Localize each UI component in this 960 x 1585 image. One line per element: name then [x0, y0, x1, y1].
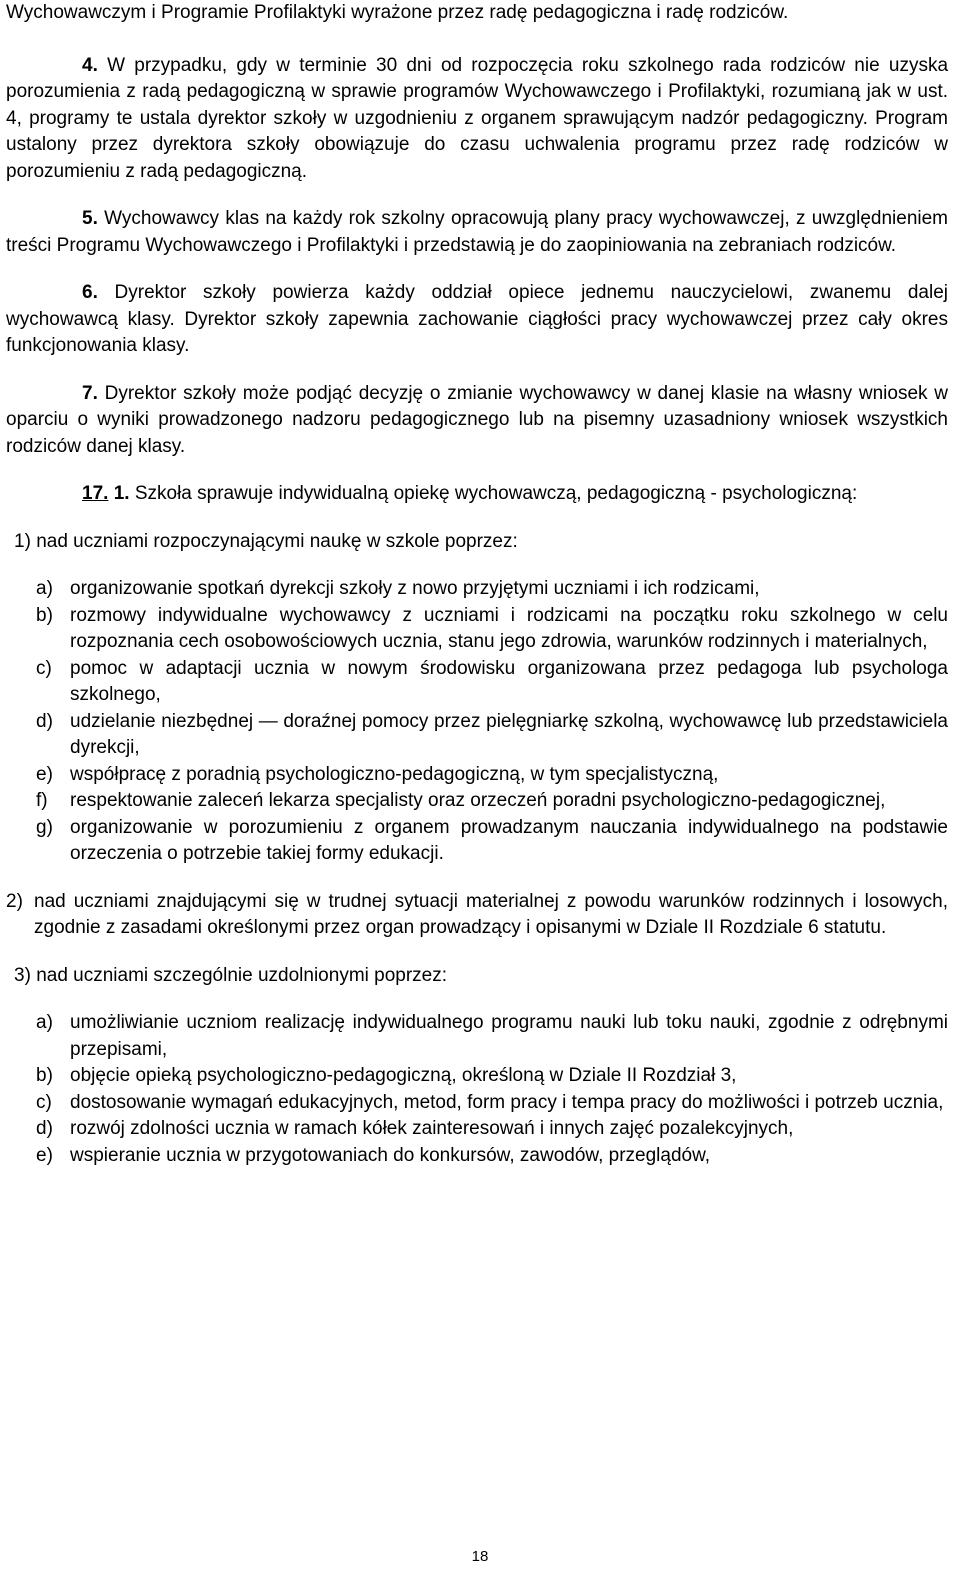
paragraph-4-number: 4. — [82, 54, 98, 76]
paragraph-7-text: Dyrektor szkoły może podjąć decyzję o zmianie wychowawcy w danej klasie na własny wniosek w oparciu o wyniki prowadzonego nadzoru pedagogicznego lub na pisemny uzasadniony wniosek wszystkich rodziców danej klasy. — [6, 382, 948, 457]
section-17 — [6, 481, 948, 508]
list-item-mark: f) — [36, 790, 48, 811]
list-item — [6, 709, 948, 762]
list-item — [6, 1143, 948, 1170]
paragraph-4-text: W przypadku, gdy w terminie 30 dni od rozpoczęcia roku szkolnego rada rodziców nie uzyska porozumienia z radą pedagogiczną w sprawie programów Wychowawczego i Profilaktyki, rozumianą jak w ust. 4, programy te ustala dyrektor szkoły w uzgodnieniu z organem sprawującym nadzór pedagogiczny. Program ustalony przez dyrektora szkoły obowiązuje do czasu uchwalenia programu przez radę rodziców w porozumieniu z radą pedagogiczną. — [6, 54, 949, 182]
list-item — [6, 815, 948, 868]
list-item-mark: d) — [36, 710, 53, 732]
list-item-text: organizowanie spotkań dyrekcji szkoły z nowo przyjętymi uczniami i ich rodzicami, — [70, 578, 760, 599]
section-17-number: 17. — [82, 483, 109, 504]
list-item-text: umożliwianie uczniom realizację indywidualnego programu nauki lub toku nauki, zgodnie z odrębnymi przepisami, — [70, 1012, 948, 1060]
paragraph-5-number: 5. — [82, 208, 98, 229]
paragraph-6-number: 6. — [82, 282, 98, 303]
point-3-text: nad uczniami szczególnie uzdolnionymi poprzez: — [36, 964, 448, 986]
section-17-subnumber: 1. — [113, 483, 130, 504]
paragraph-intro-text: Wychowawczym i Programie Profilaktyki wyrażone przez radę pedagogiczna i radę rodziców. — [6, 2, 789, 23]
list-item-mark: c) — [36, 657, 52, 679]
list-item-text: współpracę z poradnią psychologiczno-pedagogiczną, w tym specjalistyczną, — [70, 763, 719, 785]
list-item-mark: e) — [36, 763, 53, 785]
list-item — [6, 1063, 948, 1090]
section-17-text: Szkoła sprawuje indywidualną opiekę wychowawczą, pedagogiczną - psychologiczną: — [134, 483, 858, 504]
list-item — [6, 788, 948, 815]
list-item — [6, 603, 948, 656]
list-item-mark: e) — [36, 1144, 53, 1166]
point-3 — [14, 963, 948, 990]
list-item-text: pomoc w adaptacji ucznia w nowym środowisku organizowana przez pedagoga lub psychologa szkolnego, — [70, 657, 948, 705]
document-page — [6, 0, 948, 1169]
list-item — [6, 762, 948, 789]
list-item-mark: d) — [36, 1118, 53, 1139]
point-2-text: nad uczniami znajdującymi się w trudnej sytuacji materialnej z powodu warunków rodzinnych i losowych, zgodnie z zasadami określonymi przez organ prowadzący i opisanymi w Dziale II Rozdziale 6 statutu. — [34, 890, 948, 938]
point-1-text: nad uczniami rozpoczynającymi naukę w szkole poprzez: — [36, 530, 518, 552]
page-number: 18 — [471, 1548, 489, 1565]
paragraph-7 — [6, 381, 948, 461]
paragraph-6 — [6, 280, 948, 360]
list-item-text: rozmowy indywidualne wychowawcy z uczniami i rodzicami na początku roku szkolnego w celu rozpoznania cech osobowościowych ucznia, stanu jego zdrowia, warunków rodzinnych i materialnych, — [70, 604, 948, 652]
list-item — [6, 656, 948, 709]
paragraph-7-number: 7. — [82, 382, 98, 404]
point-2 — [6, 889, 948, 942]
list-item-mark: b) — [36, 604, 53, 626]
list-item-mark: c) — [36, 1091, 52, 1113]
list-item-text: wspieranie ucznia w przygotowaniach do konkursów, zawodów, przeglądów, — [70, 1144, 711, 1166]
paragraph-5-text: Wychowawcy klas na każdy rok szkolny opracowują plany pracy wychowawczej, z uwzględnieniem treści Programu Wychowawczego i Profilaktyki i przedstawią je do zaopiniowania na zebraniach rodziców. — [6, 208, 949, 256]
list-item — [6, 576, 948, 603]
list-item-text: objęcie opieką psychologiczno-pedagogiczną, określoną w Dziale II Rozdział 3, — [70, 1065, 737, 1086]
list-item-text: rozwój zdolności ucznia w ramach kółek zainteresowań i innych zajęć pozalekcyjnych, — [70, 1118, 794, 1139]
list-item-mark: g) — [36, 816, 53, 838]
point-3-label: 3) — [14, 964, 31, 986]
list-item-text: respektowanie zaleceń lekarza specjalisty oraz orzeczeń poradni psychologiczno-pedagogicznej, — [70, 790, 886, 811]
list-item-text: dostosowanie wymagań edukacyjnych, metod, form pracy i tempa pracy do możliwości i potrzeb ucznia, — [70, 1091, 944, 1113]
paragraph-5 — [6, 206, 948, 259]
list-item — [6, 1116, 948, 1143]
paragraph-4 — [6, 53, 948, 186]
list-item-text: udzielanie niezbędnej — doraźnej pomocy przez pielęgniarkę szkolną, wychowawcę lub przedstawiciela dyrekcji, — [70, 710, 948, 758]
list-item-text: organizowanie w porozumieniu z organem prowadzanym nauczania indywidualnego na podstawie orzeczenia o potrzebie takiej formy edukacji. — [70, 816, 948, 864]
point-1-label: 1) — [14, 530, 31, 552]
paragraph-6-text: Dyrektor szkoły powierza każdy oddział opiece jednemu nauczycielowi, zwanemu dalej wychowawcą klasy. Dyrektor szkoły zapewnia zachowanie ciągłości pracy wychowawczej przez cały okres funkcjonowania klasy. — [6, 282, 948, 356]
paragraph-intro — [6, 0, 948, 27]
point-3-list — [6, 1010, 948, 1169]
list-item-mark: b) — [36, 1065, 53, 1086]
list-item-mark: a) — [36, 578, 53, 599]
list-item — [6, 1090, 948, 1117]
list-item-mark: a) — [36, 1012, 53, 1033]
point-1-list — [6, 576, 948, 868]
list-item — [6, 1010, 948, 1063]
point-2-label: 2) — [6, 890, 23, 912]
point-1 — [14, 529, 948, 556]
